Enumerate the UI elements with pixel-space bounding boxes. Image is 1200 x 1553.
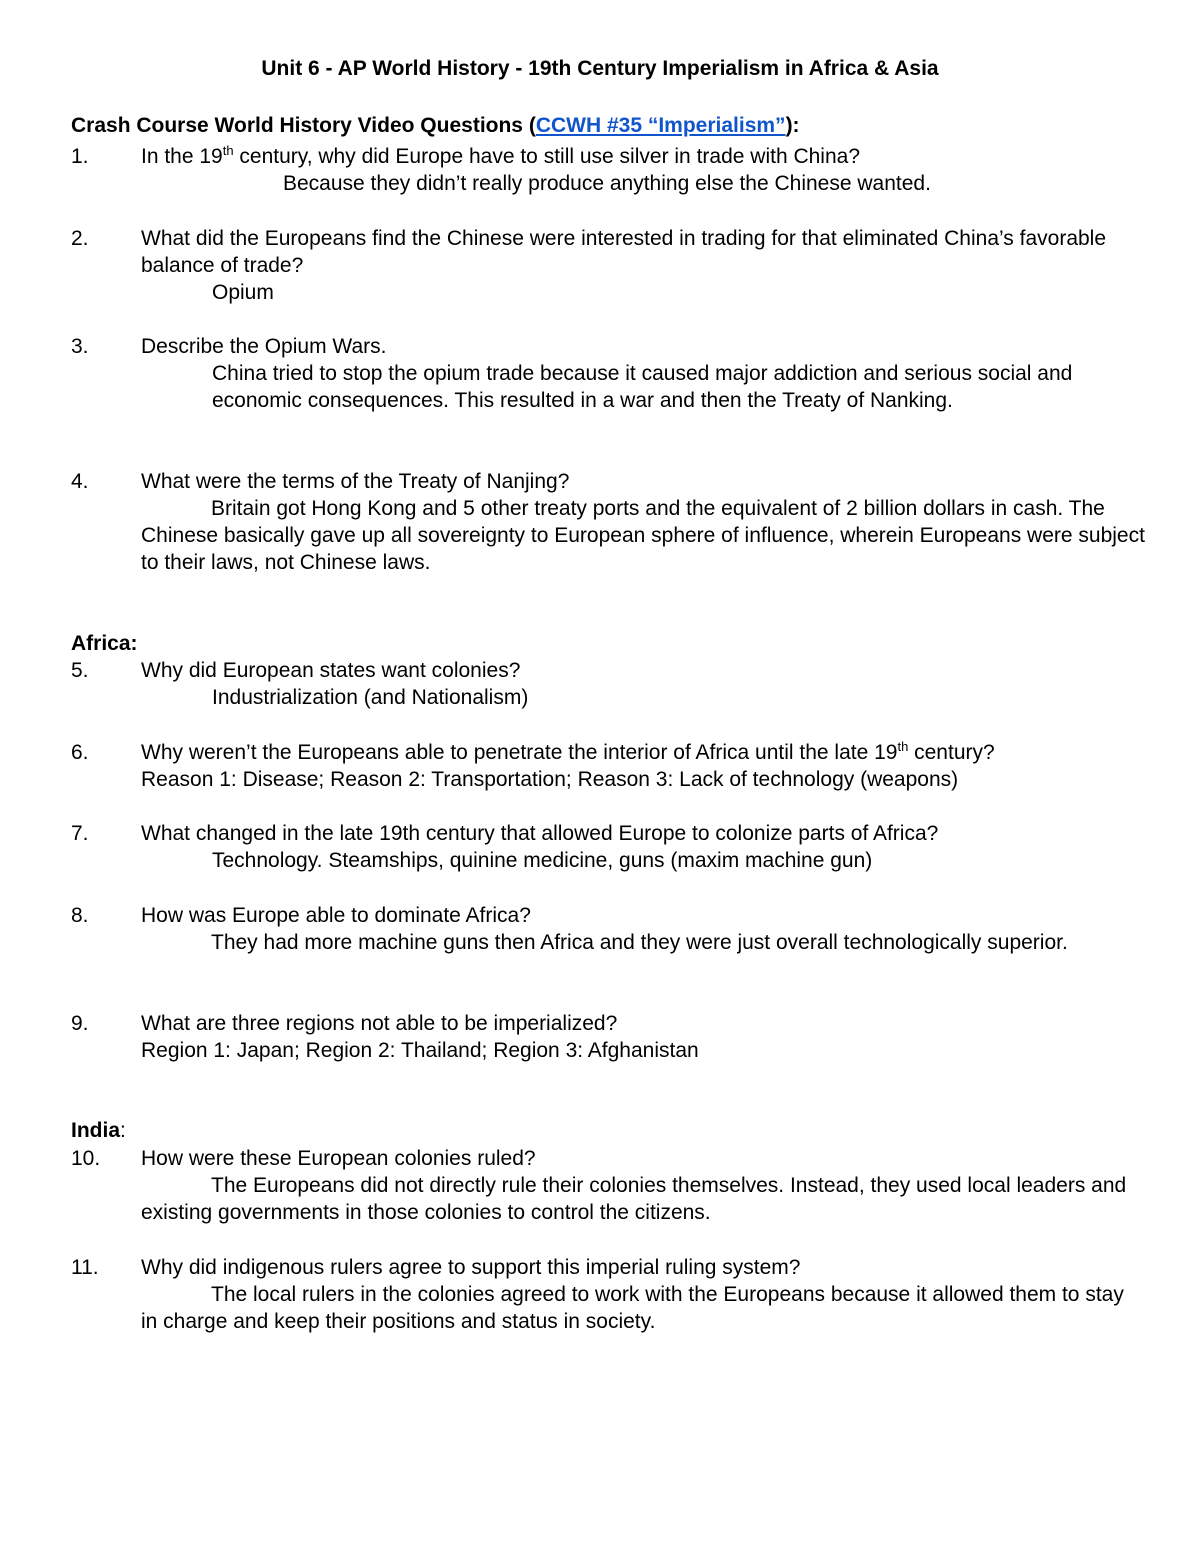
answer-text: The Europeans did not directly rule their colonies themselves. Instead, they used local leaders and existing governments in those colonies to control the citizens. bbox=[141, 1174, 1127, 1224]
question-text: What are three regions not able to be imperialized? bbox=[141, 1012, 618, 1035]
question-7 bbox=[71, 820, 1151, 874]
question-text: In the 19th century, why did Europe have to still use silver in trade with China? bbox=[141, 143, 860, 168]
question-number: 5. bbox=[71, 659, 89, 682]
question-2 bbox=[71, 225, 1151, 306]
section-heading-africa: Africa: bbox=[71, 632, 138, 655]
question-number: 1. bbox=[71, 145, 89, 168]
question-text: What changed in the late 19th century that allowed Europe to colonize parts of Africa? bbox=[141, 822, 939, 845]
question-number: 7. bbox=[71, 822, 89, 845]
question-number: 4. bbox=[71, 470, 89, 493]
question-number: 2. bbox=[71, 227, 89, 250]
section-heading-india: India: bbox=[71, 1119, 126, 1142]
question-number: 8. bbox=[71, 904, 89, 927]
question-text: How were these European colonies ruled? bbox=[141, 1147, 536, 1170]
answer-text: China tried to stop the opium trade because it caused major addiction and serious social and economic consequences. This resulted in a war and then the Treaty of Nanking. bbox=[212, 362, 1073, 412]
answer-text: Technology. Steamships, quinine medicine, guns (maxim machine gun) bbox=[212, 849, 873, 872]
question-number: 11. bbox=[71, 1256, 99, 1279]
video-link[interactable]: CCWH #35 “Imperialism” bbox=[535, 114, 786, 137]
video-questions-heading bbox=[71, 113, 800, 139]
question-10 bbox=[71, 1145, 1151, 1226]
question-11 bbox=[71, 1254, 1151, 1335]
answer-text: Opium bbox=[212, 281, 274, 304]
answer-text: Industrialization (and Nationalism) bbox=[212, 686, 529, 709]
question-9 bbox=[71, 1010, 1151, 1064]
answer-text: Reason 1: Disease; Reason 2: Transportation; Reason 3: Lack of technology (weapons) bbox=[141, 768, 959, 791]
page-title: Unit 6 - AP World History - 19th Century Imperialism in Africa & Asia bbox=[261, 57, 939, 80]
question-text: How was Europe able to dominate Africa? bbox=[141, 904, 531, 927]
question-number: 6. bbox=[71, 741, 89, 764]
question-4 bbox=[71, 468, 1151, 576]
answer-text: The local rulers in the colonies agreed to work with the Europeans because it allowed them to stay in charge and keep their positions and status in society. bbox=[141, 1283, 1124, 1333]
question-1 bbox=[71, 143, 1151, 197]
answer-text: Region 1: Japan; Region 2: Thailand; Region 3: Afghanistan bbox=[141, 1039, 699, 1062]
question-text: What were the terms of the Treaty of Nanjing? bbox=[141, 470, 570, 493]
question-text: Why weren’t the Europeans able to penetrate the interior of Africa until the late 19th century? bbox=[141, 739, 995, 764]
question-8 bbox=[71, 902, 1151, 956]
question-5 bbox=[71, 657, 1151, 711]
answer-text: They had more machine guns then Africa and they were just overall technologically superior. bbox=[211, 931, 1068, 954]
answer-text: Britain got Hong Kong and 5 other treaty ports and the equivalent of 2 billion dollars in cash. The Chinese basically gave up all sovereignty to European sphere of influence, wherein Europeans were subject to their laws, not Chinese laws. bbox=[141, 497, 1145, 574]
question-text: Why did European states want colonies? bbox=[141, 659, 521, 682]
question-6 bbox=[71, 739, 1151, 793]
question-text: Describe the Opium Wars. bbox=[141, 335, 387, 358]
question-3 bbox=[71, 333, 1151, 414]
question-text: What did the Europeans find the Chinese were interested in trading for that eliminated China’s favorable balance of trade? bbox=[141, 227, 1107, 277]
answer-text: Because they didn’t really produce anything else the Chinese wanted. bbox=[283, 172, 931, 195]
question-number: 3. bbox=[71, 335, 89, 358]
question-number: 10. bbox=[71, 1147, 101, 1170]
question-number: 9. bbox=[71, 1012, 89, 1035]
heading-prefix: Crash Course World History Video Questions ( bbox=[71, 114, 536, 137]
heading-suffix: ): bbox=[785, 114, 800, 137]
question-text: Why did indigenous rulers agree to support this imperial ruling system? bbox=[141, 1256, 801, 1279]
